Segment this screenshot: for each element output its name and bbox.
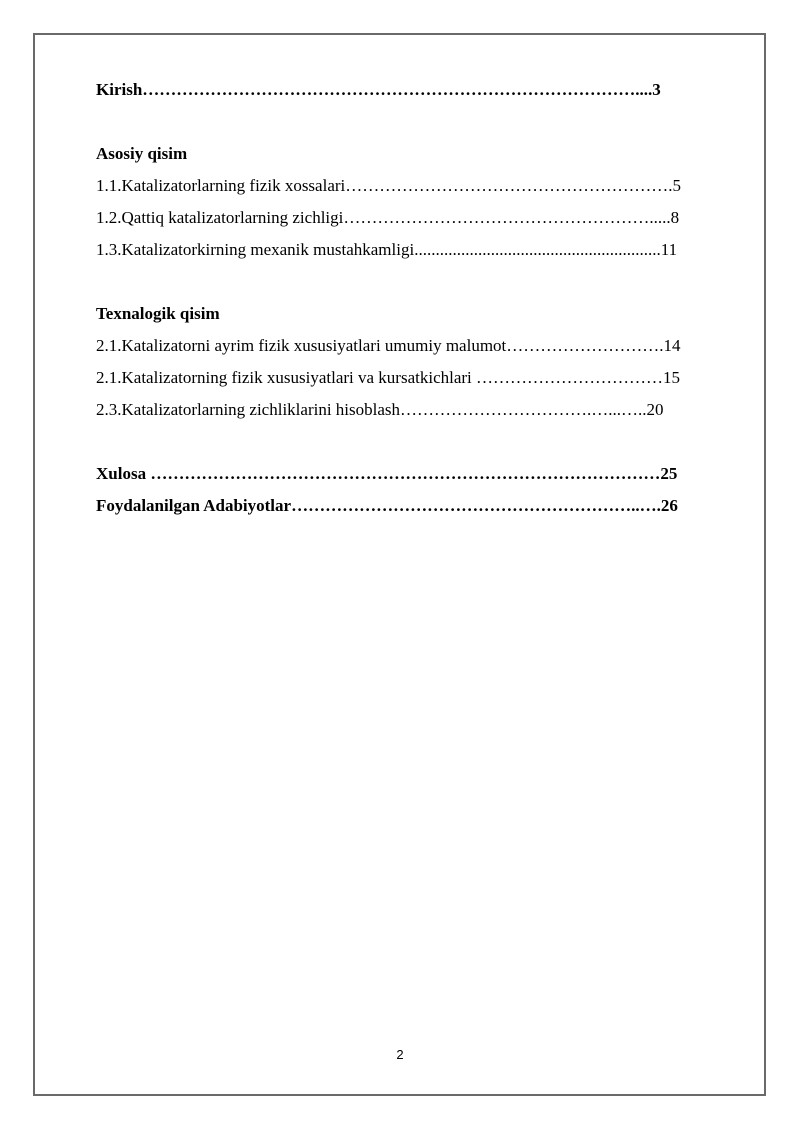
- toc-entry-1-1: 1.1.Katalizatorlarning fizik xossalari………………………………………………….5: [96, 176, 681, 195]
- toc-entry-2-1: 2.1.Katalizatorni ayrim fizik xususiyatlari umumiy malumot……………………….14: [96, 336, 681, 355]
- toc-entry-2-2: 2.1.Katalizatorning fizik xususiyatlari va kursatkichlari ……………………………15: [96, 368, 681, 387]
- toc-entry-xulosa: Xulosa ………………………………………………………………………………25: [96, 464, 678, 483]
- toc-entry-1-3: 1.3.Katalizatorkirning mexanik mustahkamligi..........................................................11: [96, 240, 678, 259]
- page-number: 2: [396, 1047, 404, 1062]
- toc-section-heading-texnalogik: Texnalogik qisim: [96, 304, 220, 323]
- spacer: [96, 106, 742, 138]
- toc-entry-2-3: 2.3.Katalizatorlarning zichliklarini hisoblash…………………………….…...…..20: [96, 400, 664, 419]
- spacer: [96, 266, 742, 298]
- toc-entry-adabiyotlar: Foydalanilgan Adabiyotlar……………………………………………………..….26: [96, 496, 678, 515]
- table-of-contents: [96, 74, 742, 522]
- toc-entry-kirish: Kirish……………………………………………………………………………....3: [96, 80, 661, 99]
- spacer: [96, 426, 742, 458]
- toc-entry-1-2: 1.2.Qattiq katalizatorlarning zichligi……………………………………………….....8: [96, 208, 680, 227]
- toc-section-heading-asosiy: Asosiy qisim: [96, 144, 188, 163]
